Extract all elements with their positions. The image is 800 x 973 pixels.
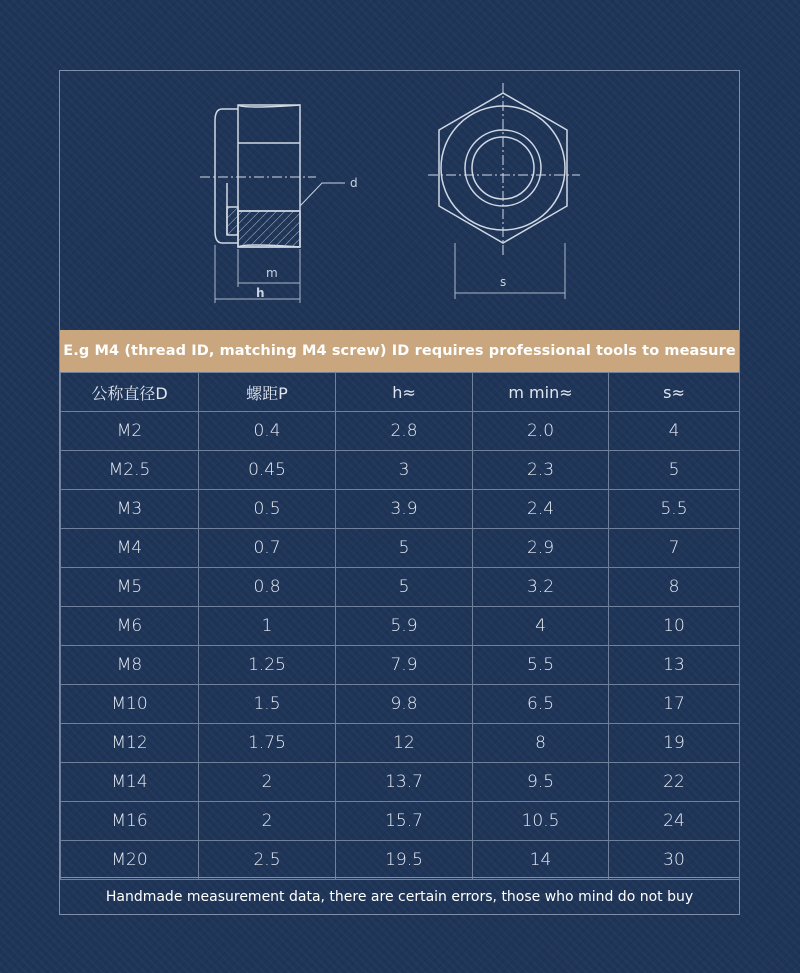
cell-pitch: 0.7 [199,529,336,568]
cell-size: M2 [61,412,199,451]
cell-pitch: 2 [199,802,336,841]
disclaimer-footer: Handmade measurement data, there are certain errors, those who mind do not buy [60,877,739,915]
cell-size: M8 [61,646,199,685]
label-m: m [266,266,278,280]
cell-s: 10 [609,607,740,646]
cell-s: 8 [609,568,740,607]
table-row [61,802,740,841]
cell-s: 5.5 [609,490,740,529]
cell-s: 5 [609,451,740,490]
nut-side-view [215,105,300,247]
table-row [61,724,740,763]
cell-m: 4 [473,607,609,646]
cell-m: 14 [473,841,609,880]
cell-h: 13.7 [336,763,473,802]
table-header-row [61,373,740,412]
cell-h: 12 [336,724,473,763]
s-dimension [455,243,565,299]
label-h: h [256,286,265,300]
cell-pitch: 2 [199,763,336,802]
label-d: d [350,176,358,190]
cell-h: 9.8 [336,685,473,724]
cell-s: 30 [609,841,740,880]
table-row [61,568,740,607]
cell-m: 2.0 [473,412,609,451]
cell-size: M4 [61,529,199,568]
cell-s: 13 [609,646,740,685]
cell-m: 9.5 [473,763,609,802]
cell-pitch: 1 [199,607,336,646]
cell-size: M20 [61,841,199,880]
cell-s: 17 [609,685,740,724]
cell-h: 5 [336,529,473,568]
nut-spec-table [60,372,740,880]
table-row [61,763,740,802]
cell-h: 2.8 [336,412,473,451]
table-row [61,607,740,646]
cell-s: 7 [609,529,740,568]
header-nominal-diameter: 公称直径D [61,373,199,412]
cell-m: 10.5 [473,802,609,841]
table-row [61,529,740,568]
cell-m: 6.5 [473,685,609,724]
cell-m: 3.2 [473,568,609,607]
cell-m: 2.4 [473,490,609,529]
cell-s: 24 [609,802,740,841]
cell-m: 8 [473,724,609,763]
table-row [61,685,740,724]
cell-pitch: 0.5 [199,490,336,529]
cell-size: M3 [61,490,199,529]
cell-pitch: 1.5 [199,685,336,724]
cell-pitch: 0.45 [199,451,336,490]
nut-diagram [60,71,739,329]
label-s: s [500,275,507,289]
cell-m: 2.9 [473,529,609,568]
cell-h: 3 [336,451,473,490]
table-row [61,490,740,529]
cell-h: 15.7 [336,802,473,841]
cell-size: M5 [61,568,199,607]
cell-s: 19 [609,724,740,763]
table-row [61,451,740,490]
measurement-note-banner: E.g M4 (thread ID, matching M4 screw) ID requires professional tools to measure [60,330,739,372]
header-pitch: 螺距P [199,373,336,412]
cell-m: 5.5 [473,646,609,685]
cell-size: M2.5 [61,451,199,490]
cell-size: M10 [61,685,199,724]
cell-h: 5 [336,568,473,607]
cell-h: 3.9 [336,490,473,529]
cell-size: M16 [61,802,199,841]
header-h: h≈ [336,373,473,412]
header-s: s≈ [609,373,740,412]
cell-size: M12 [61,724,199,763]
cell-pitch: 2.5 [199,841,336,880]
cell-s: 22 [609,763,740,802]
cell-h: 19.5 [336,841,473,880]
cell-size: M14 [61,763,199,802]
cell-m: 2.3 [473,451,609,490]
table-row [61,412,740,451]
cell-pitch: 1.25 [199,646,336,685]
cell-h: 5.9 [336,607,473,646]
nut-technical-drawing [60,71,739,329]
cell-s: 4 [609,412,740,451]
cell-h: 7.9 [336,646,473,685]
table-row [61,646,740,685]
header-m-min: m min≈ [473,373,609,412]
cell-pitch: 0.8 [199,568,336,607]
cell-pitch: 0.4 [199,412,336,451]
cell-size: M6 [61,607,199,646]
d-leader-line [300,183,345,206]
cell-pitch: 1.75 [199,724,336,763]
table-row [61,841,740,880]
